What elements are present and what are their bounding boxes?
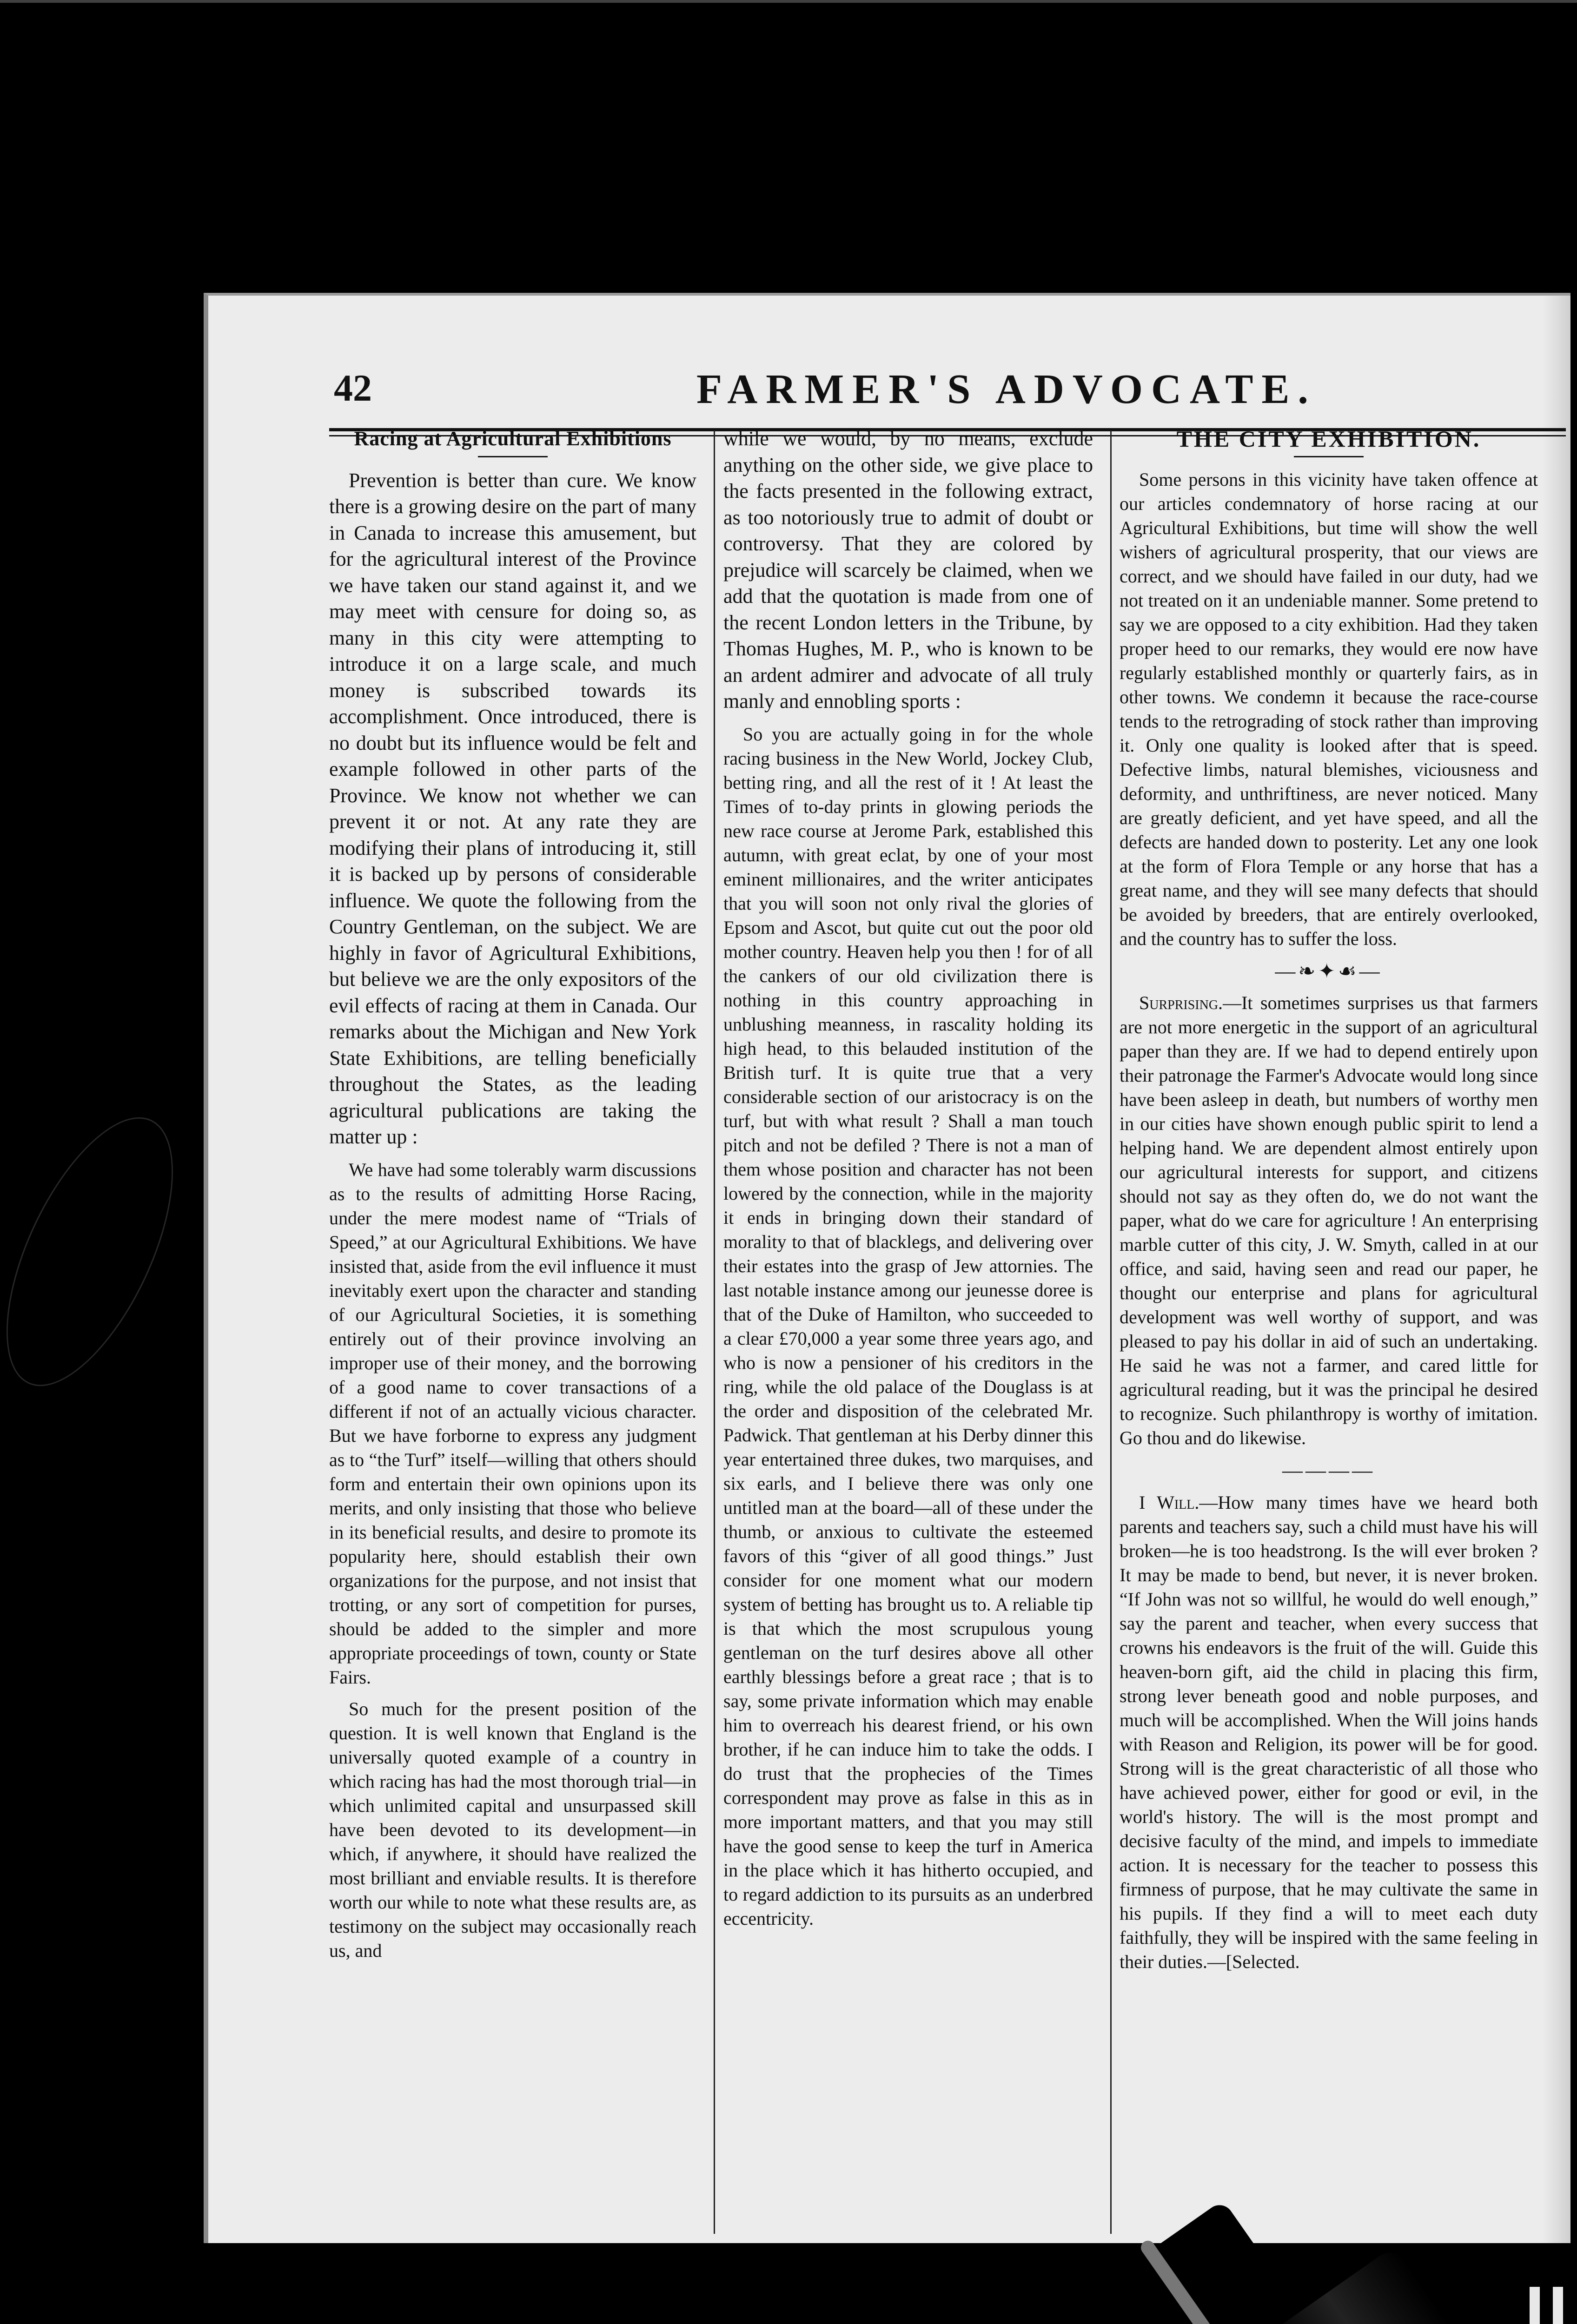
column-rule — [1110, 430, 1112, 2234]
quoted-paragraph: So much for the present position of the question. It is well known that England is the universally quoted example of a country in which racing has had the most thorough trial—in which unlimited capital and unsurpassed skill have been devoted to its development—in which, if anywhere, it should have realized the most brilliant and enviable results. It is therefore worth our while to note what these results are, as testimony on the subject may occasionally reach us, and — [329, 1698, 696, 1961]
article-heading: THE CITY EXHIBITION. — [1176, 426, 1481, 452]
article-paragraph: while we would, by no means, exclude anything on the other side, we give place to the facts presented in the following extract, as too notoriously true to admit of doubt or controversy. That they are colored by prejudice will scarcely be claimed, when we add that the quotation is made from one of the recent London letters in the Tribune, by Thomas Hughes, M. P., who is known to be an ardent admirer and advocate of all truly manly and ennobling sports : — [723, 427, 1093, 713]
column-left — [329, 426, 696, 1970]
page-edge-shadow — [1543, 296, 1570, 2243]
heading-rule — [1294, 456, 1364, 457]
article-paragraph: Prevention is better than cure. We know there is a growing desire on the part of many in Canada to increase this amusement, but for the agricultural interest of the Province we have taken our stand against it, and we may meet with censure for doing so, as many in this city were attempting to introduce it on a large scale, and much money is subscribed towards its accomplishment. Once introduced, there is no doubt but its influence would be felt and example followed in other parts of the Province. We know not whether we can prevent it or not. At any rate they are modifying their plans of introducing it, still it is backed up by persons of considerable influence. We quote the following from the Country Gentleman, on the subject. We are highly in favor of Agricultural Exhibitions, but believe we are the only expositors of the evil effects of racing at them in Canada. Our remarks about the Michigan and New York State Exhibitions, are telling beneficially throughout the States, as the leading agricultural publications are taking the matter up : — [329, 469, 696, 1148]
film-scratch — [0, 1094, 207, 1410]
background-stripe — [1530, 2287, 1540, 2324]
article-paragraph: Some persons in this vicinity have taken offence at our articles condemnatory of horse racing at our Agricultural Exhibitions, but time will show the well wishers of agricultural prosperity, that our views are correct, and we should have failed in our duty, had we not treated on it an undeniable manner. Some pretend to say we are opposed to a city exhibition. Had they taken proper heed to our remarks, they would ere now have regularly established monthly or quarterly fairs, as in other towns. We condemn it because the race-course tends to the retrograding of stock rather than improving it. Only one quality is looked after that is speed. Defective limbs, natural blemishes, viciousness and deformity, and unthriftiness, are never noticed. Many are greatly deficient, and yet have speed, and all the defects are handed down to posterity. Let any one look at the form of Flora Temple or any horse that has a great name, and they will see many defects that should be avoided by breeders, that are entirely overlooked, and the country has to suffer the loss. — [1120, 469, 1538, 949]
film-edge — [0, 0, 1577, 3]
quoted-paragraph: So you are actually going in for the whole racing business in the New World, Jockey Club, betting ring, and all the rest of it ! At least the Times of to-day prints in glowing periods the new race course at Jerome Park, established this autumn, with great eclat, by one of your most eminent millionaires, and the writer anticipates that you will soon not only rival the glories of Epsom and Ascot, but quite cut out the poor old mother country. Heaven help you then ! for of all the cankers of our old civilization there is nothing in this country approaching in unblushing meanness, in rascality holding its high head, to this belauded institution of the British turf. It is quite true that a very considerable section of our aristocracy is on the turf, but with what result ? Shall a man touch pitch and not be defiled ? There is not a man of them whose position and character has not been lowered by the connection, while in the majority it ends in bringing down their standard of morality to that of blacklegs, and delivering over their estates into the grasp of Jew attornies. The last notable instance among our jeunesse doree is that of the Duke of Hamilton, who succeeded to a clear £70,000 a year some three years ago, and who is now a pensioner of his creditors in the ring, while the old palace of the Douglass is at the order and disposition of the celebrated Mr. Padwick. That gentleman at his Derby dinner this year entertained three dukes, two marquises, and six earls, and I believe there was only one untitled man at the board—all of these under the thumb, or anxious to cultivate the esteemed favors of this “giver of all good things.” Just consider for one moment what our modern system of betting has brought us to. A reliable tip is that which the most scrupulous young gentleman on the turf desires above all other earthly blessings before a great race ; that is to say, some private information which may enable him to overreach his dearest friend, or his own brother, if he can induce him to take the odds. I do trust that the prophecies of the Times correspondent may prove as false in this as in more important matters, and that you may still have the good sense to keep the turf in America in the place which it has hitherto occupied, and to regard addiction to its pursuits as an underbred eccentricity. — [723, 723, 1093, 1929]
paragraph-lead: Surprising. — [1139, 992, 1223, 1013]
column-rule — [714, 430, 715, 2234]
section-divider: ———— — [1282, 1459, 1375, 1482]
page-number: 42 — [334, 367, 372, 409]
will-paragraph — [1120, 1491, 1538, 1974]
masthead-title: FARMER'S ADVOCATE. — [696, 366, 1317, 412]
column-right — [1120, 426, 1538, 1981]
background-stripe — [1553, 2287, 1563, 2324]
newspaper-page — [204, 293, 1570, 2243]
paragraph-lead: I Will. — [1139, 1492, 1199, 1513]
paragraph-body: —How many times have we heard both parents and teachers say, such a child must have his will broken—he is too headstrong. Is the will ever broken ? It may be made to bend, but never, it is never broken. “If John was not so willful, he would do well enough,” say the parent and teacher, when every success that crowns his endeavors is the fruit of the will. Guide this heaven-born gift, aid the child in placing this firm, strong lever beneath good and noble purposes, and much will be accomplished. When the Will joins hands with Reason and Religion, its power will be for good. Strong will is the great characteristic of all those who have achieved power, either for good or evil, in the world's history. The will is the most prompt and decisive faculty of the mind, and impels to immediate action. It is necessary for the teacher to possess this firmness of purpose, that he may cultivate the same in his pupils. If they find a will to meet each duty faithfully, they will be inspired with the same feeling in their duties.—[Selected. — [1120, 1492, 1538, 1972]
article-heading: Racing at Agricultural Exhibitions — [354, 427, 672, 450]
surprising-paragraph — [1120, 991, 1538, 1450]
quoted-paragraph: We have had some tolerably warm discussions as to the results of admitting Horse Racing, under the mere modest name of “Trials of Speed,” at our Agricultural Exhibitions. We have insisted that, aside from the evil influence it must inevitably exert upon the character and standing of our Agricultural Societies, it is something entirely out of their province involving an improper use of their money, and the borrowing of a good name to cover transactions of a different if not of an actually vicious character. But we have forborne to express any judgment as to “the Turf” itself—willing that others should form and entertain their own opinions upon its merits, and only insisting that those who believe in its beneficial results, and desire to promote its popularity here, should establish their own organizations for the purpose, and not insist that trotting, or any sort of competition for purses, should be added to the simpler and more appropriate proceedings of town, county or State Fairs. — [329, 1159, 696, 1688]
column-middle — [723, 426, 1093, 1938]
paragraph-body: —It sometimes surprises us that farmers are not more energetic in the support of an agricultural paper than they are. If we had to depend entirely upon their patronage the Farmer's Advocate would long since have been asleep in death, but numbers of worthy men in our cities have shown enough public spirit to lend a helping hand. We are dependent almost entirely upon our agricultural interests for support, and citizens should not say as they often do, we do not want the paper, what do we care for agriculture ! An enterprising marble cutter of this city, J. W. Smyth, called in at our office, and said, having seen and read our paper, he thought our enterprise and plans for agricultural development was well worthy of support, and was pleased to pay his dollar in aid of such an undertaking. He said he was not a farmer, and cared little for agricultural reading, but it was the principal he desired to recognize. Such philanthropy is worthy of imitation. Go thou and do likewise. — [1120, 992, 1538, 1448]
section-flourish: —❧✦☙— — [1275, 959, 1383, 983]
heading-rule — [478, 456, 548, 457]
